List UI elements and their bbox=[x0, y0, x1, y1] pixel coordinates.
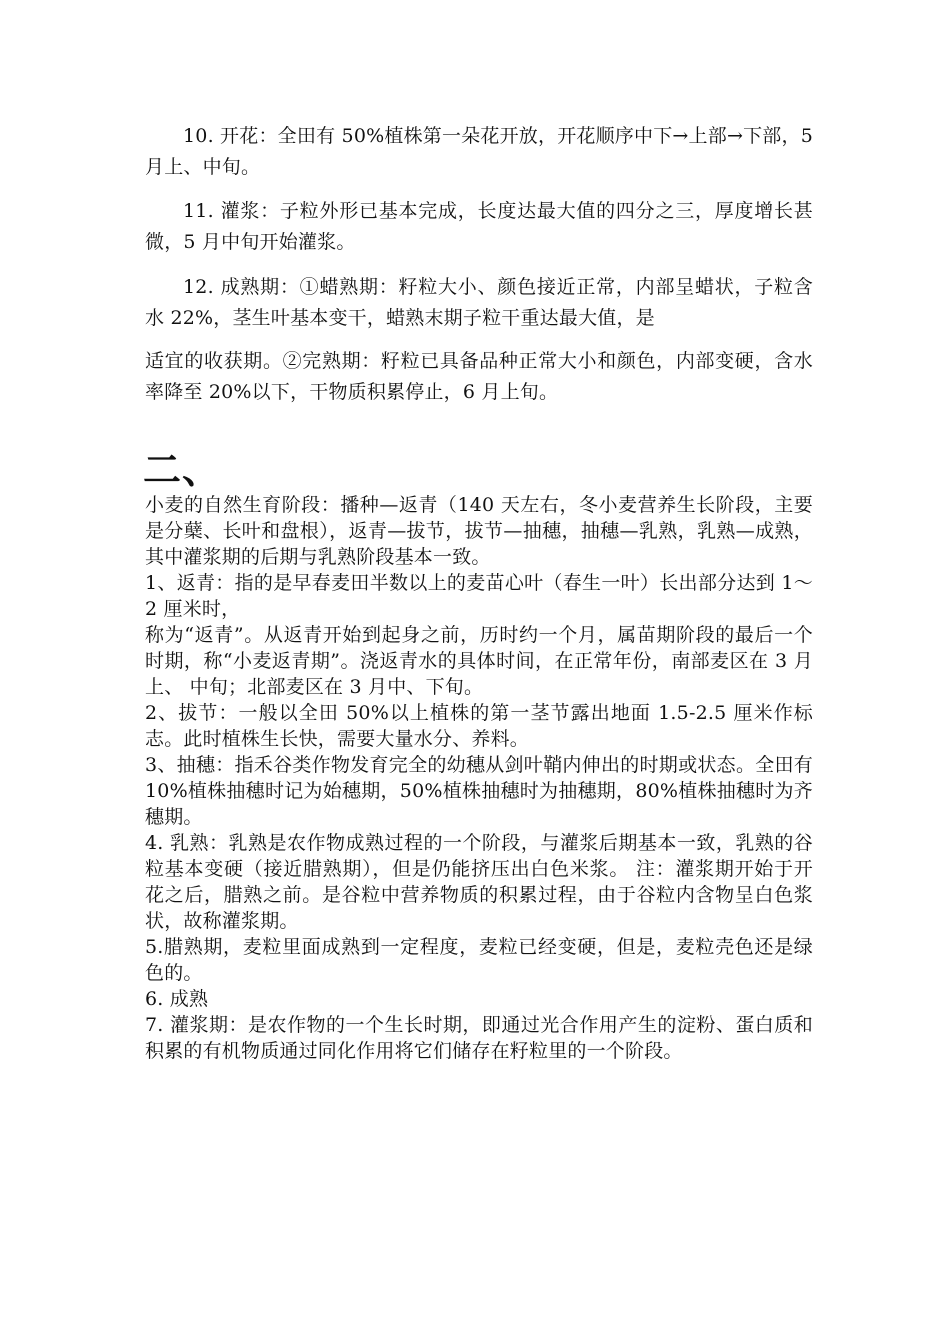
paragraph-greening-period: 称为“返青”。从返青开始到起身之前，历时约一个月，属苗期阶段的最后一个时期，称“小麦返青期”。浇返青水的具体时间，在正常年份，南部麦区在 3 月上、 中旬；北部麦区在 3 月中、下旬。 bbox=[145, 624, 813, 698]
paragraph-heading: 3、抽穗：指禾谷类作物发育完全的幼穗从剑叶鞘内伸出的时期或状态。全田有 10%植株抽穗时记为始穗期，50%植株抽穗时为抽穗期，80%植株抽穗时为齐穗期。 bbox=[145, 754, 813, 828]
section-heading: 二、 bbox=[143, 447, 222, 492]
paragraph-grain-filling: 11. 灌浆：子粒外形已基本完成，长度达最大值的四分之三，厚度增长甚微，5 月中旬开始灌浆。 bbox=[145, 200, 813, 253]
paragraph-growth-stages: 小麦的自然生育阶段：播种—返青（140 天左右，冬小麦营养生长阶段，主要是分蘖、长叶和盘根），返青—拔节，拔节—抽穗，抽穗—乳熟，乳熟—成熟，其中灌浆期的后期与乳熟阶段基本一致。 bbox=[145, 494, 813, 568]
paragraph-mature: 6. 成熟 bbox=[145, 988, 209, 1010]
paragraph-filling-period: 7. 灌浆期：是农作物的一个生长时期，即通过光合作用产生的淀粉、蛋白质和积累的有机物质通过同化作用将它们储存在籽粒里的一个阶段。 bbox=[145, 1014, 813, 1062]
paragraph-jointing: 2、拔节：一般以全田 50%以上植株的第一茎节露出地面 1.5-2.5 厘米作标志。此时植株生长快，需要大量水分、养料。 bbox=[145, 702, 813, 750]
section-body bbox=[145, 492, 813, 1064]
paragraph-wax-ripe: 5.腊熟期，麦粒里面成熟到一定程度，麦粒已经变硬，但是，麦粒壳色还是绿色的。 bbox=[145, 936, 813, 984]
paragraph-maturity-part2: 适宜的收获期。②完熟期：籽粒已具备品种正常大小和颜色，内部变硬，含水率降至 20%以下，干物质积累停止，6 月上旬。 bbox=[145, 350, 813, 403]
paragraph-flowering: 10. 开花：全田有 50%植株第一朵花开放，开花顺序中下→上部→下部，5 月上、中旬。 bbox=[145, 125, 813, 178]
paragraph-maturity-part1: 12. 成熟期：①蜡熟期：籽粒大小、颜色接近正常，内部呈蜡状，子粒含水 22%，茎生叶基本变干，蜡熟末期子粒干重达最大值，是 bbox=[145, 276, 813, 329]
paragraph-milk-ripe: 4. 乳熟：乳熟是农作物成熟过程的一个阶段，与灌浆后期基本一致，乳熟的谷粒基本变硬（接近腊熟期），但是仍能挤压出白色米浆。 注：灌浆期开始于开花之后，腊熟之前。是谷粒中营养物质的积累过程，由于谷粒内含物呈白色浆状，故称灌浆期。 bbox=[145, 832, 813, 932]
paragraph-greening-definition: 1、返青：指的是早春麦田半数以上的麦苗心叶（春生一叶）长出部分达到 1～2 厘米时， bbox=[145, 572, 813, 620]
